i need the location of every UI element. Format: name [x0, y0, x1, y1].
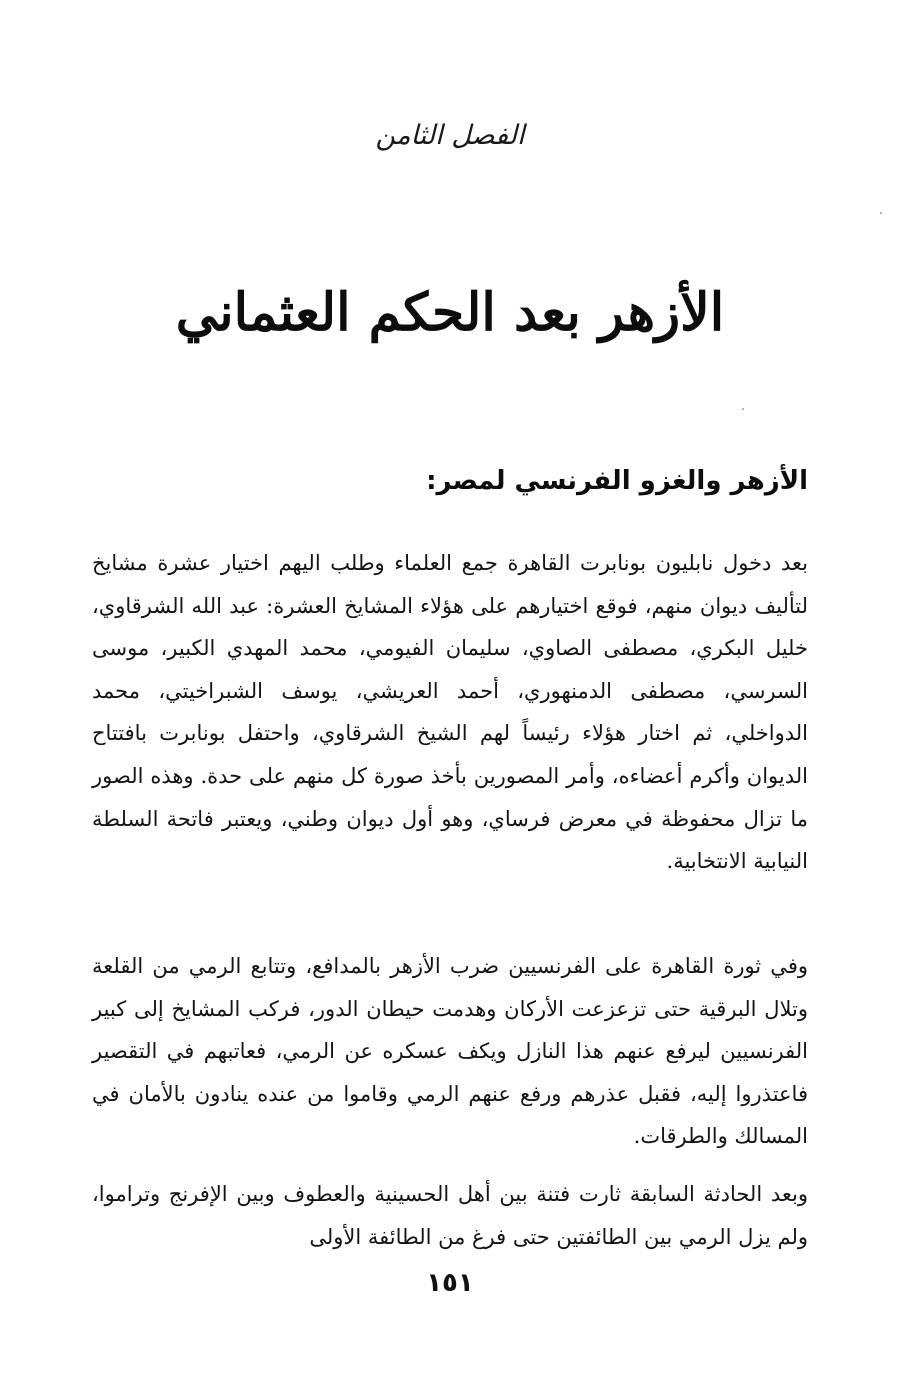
scan-speck: [742, 408, 744, 410]
body-paragraph-2: وفي ثورة القاهرة على الفرنسيين ضرب الأزهر بالمدافع، وتتابع الرمي من القلعة وتلال البرقية حتى تزعزعت الأركان وهدمت حيطان الدور، فركب المشايخ إلى كبير الفرنسيين ليرفع عنهم هذا النازل ويكف عسكره عن الرمي، فعاتبهم في التقصير فاعتذروا إليه، فقبل عذرهم ورفع عنهم الرمي وقاموا من عنده ينادون بالأمان في المسالك والطرقات.: [92, 954, 808, 1149]
body-paragraph-3: وبعد الحادثة السابقة ثارت فتنة بين أهل الحسينية والعطوف وبين الإفرنج وتراموا، ولم يزل الرمي بين الطائفتين حتى فرغ من الطائفة الأولى: [92, 1182, 808, 1249]
scan-speck: [880, 212, 882, 214]
section-heading: الأزهر والغزو الفرنسي لمصر:: [426, 466, 808, 496]
chapter-title: الأزهر بعد الحكم العثماني: [175, 282, 725, 343]
body-paragraph-1: بعد دخول نابليون بونابرت القاهرة جمع العلماء وطلب اليهم اختيار عشرة مشايخ لتأليف ديوان منهم، فوقع اختيارهم على هؤلاء المشايخ العشرة: عبد الله الشرقاوي، خليل البكري، مصطفى الصاوي، سليمان الفيومي، محمد المهدي الكبير، موسى السرسي، مصطفى الدمنهوري، أحمد العريشي، يوسف الشبراخيتي، محمد الدواخلي، ثم اختار هؤلاء رئيساً لهم الشيخ الشرقاوي، واحتفل بونابرت بافتتاح الديوان وأكرم أعضاءه، وأمر المصورين بأخذ صورة كل منهم على حدة. وهذه الصور ما تزال محفوظة في معرض فرساي، وهو أول ديوان وطني، ويعتبر فاتحة السلطة النيابية الانتخابية.: [92, 551, 808, 874]
page-number: ١٥١: [426, 1268, 474, 1298]
chapter-label: الفصل الثامن: [375, 120, 525, 151]
